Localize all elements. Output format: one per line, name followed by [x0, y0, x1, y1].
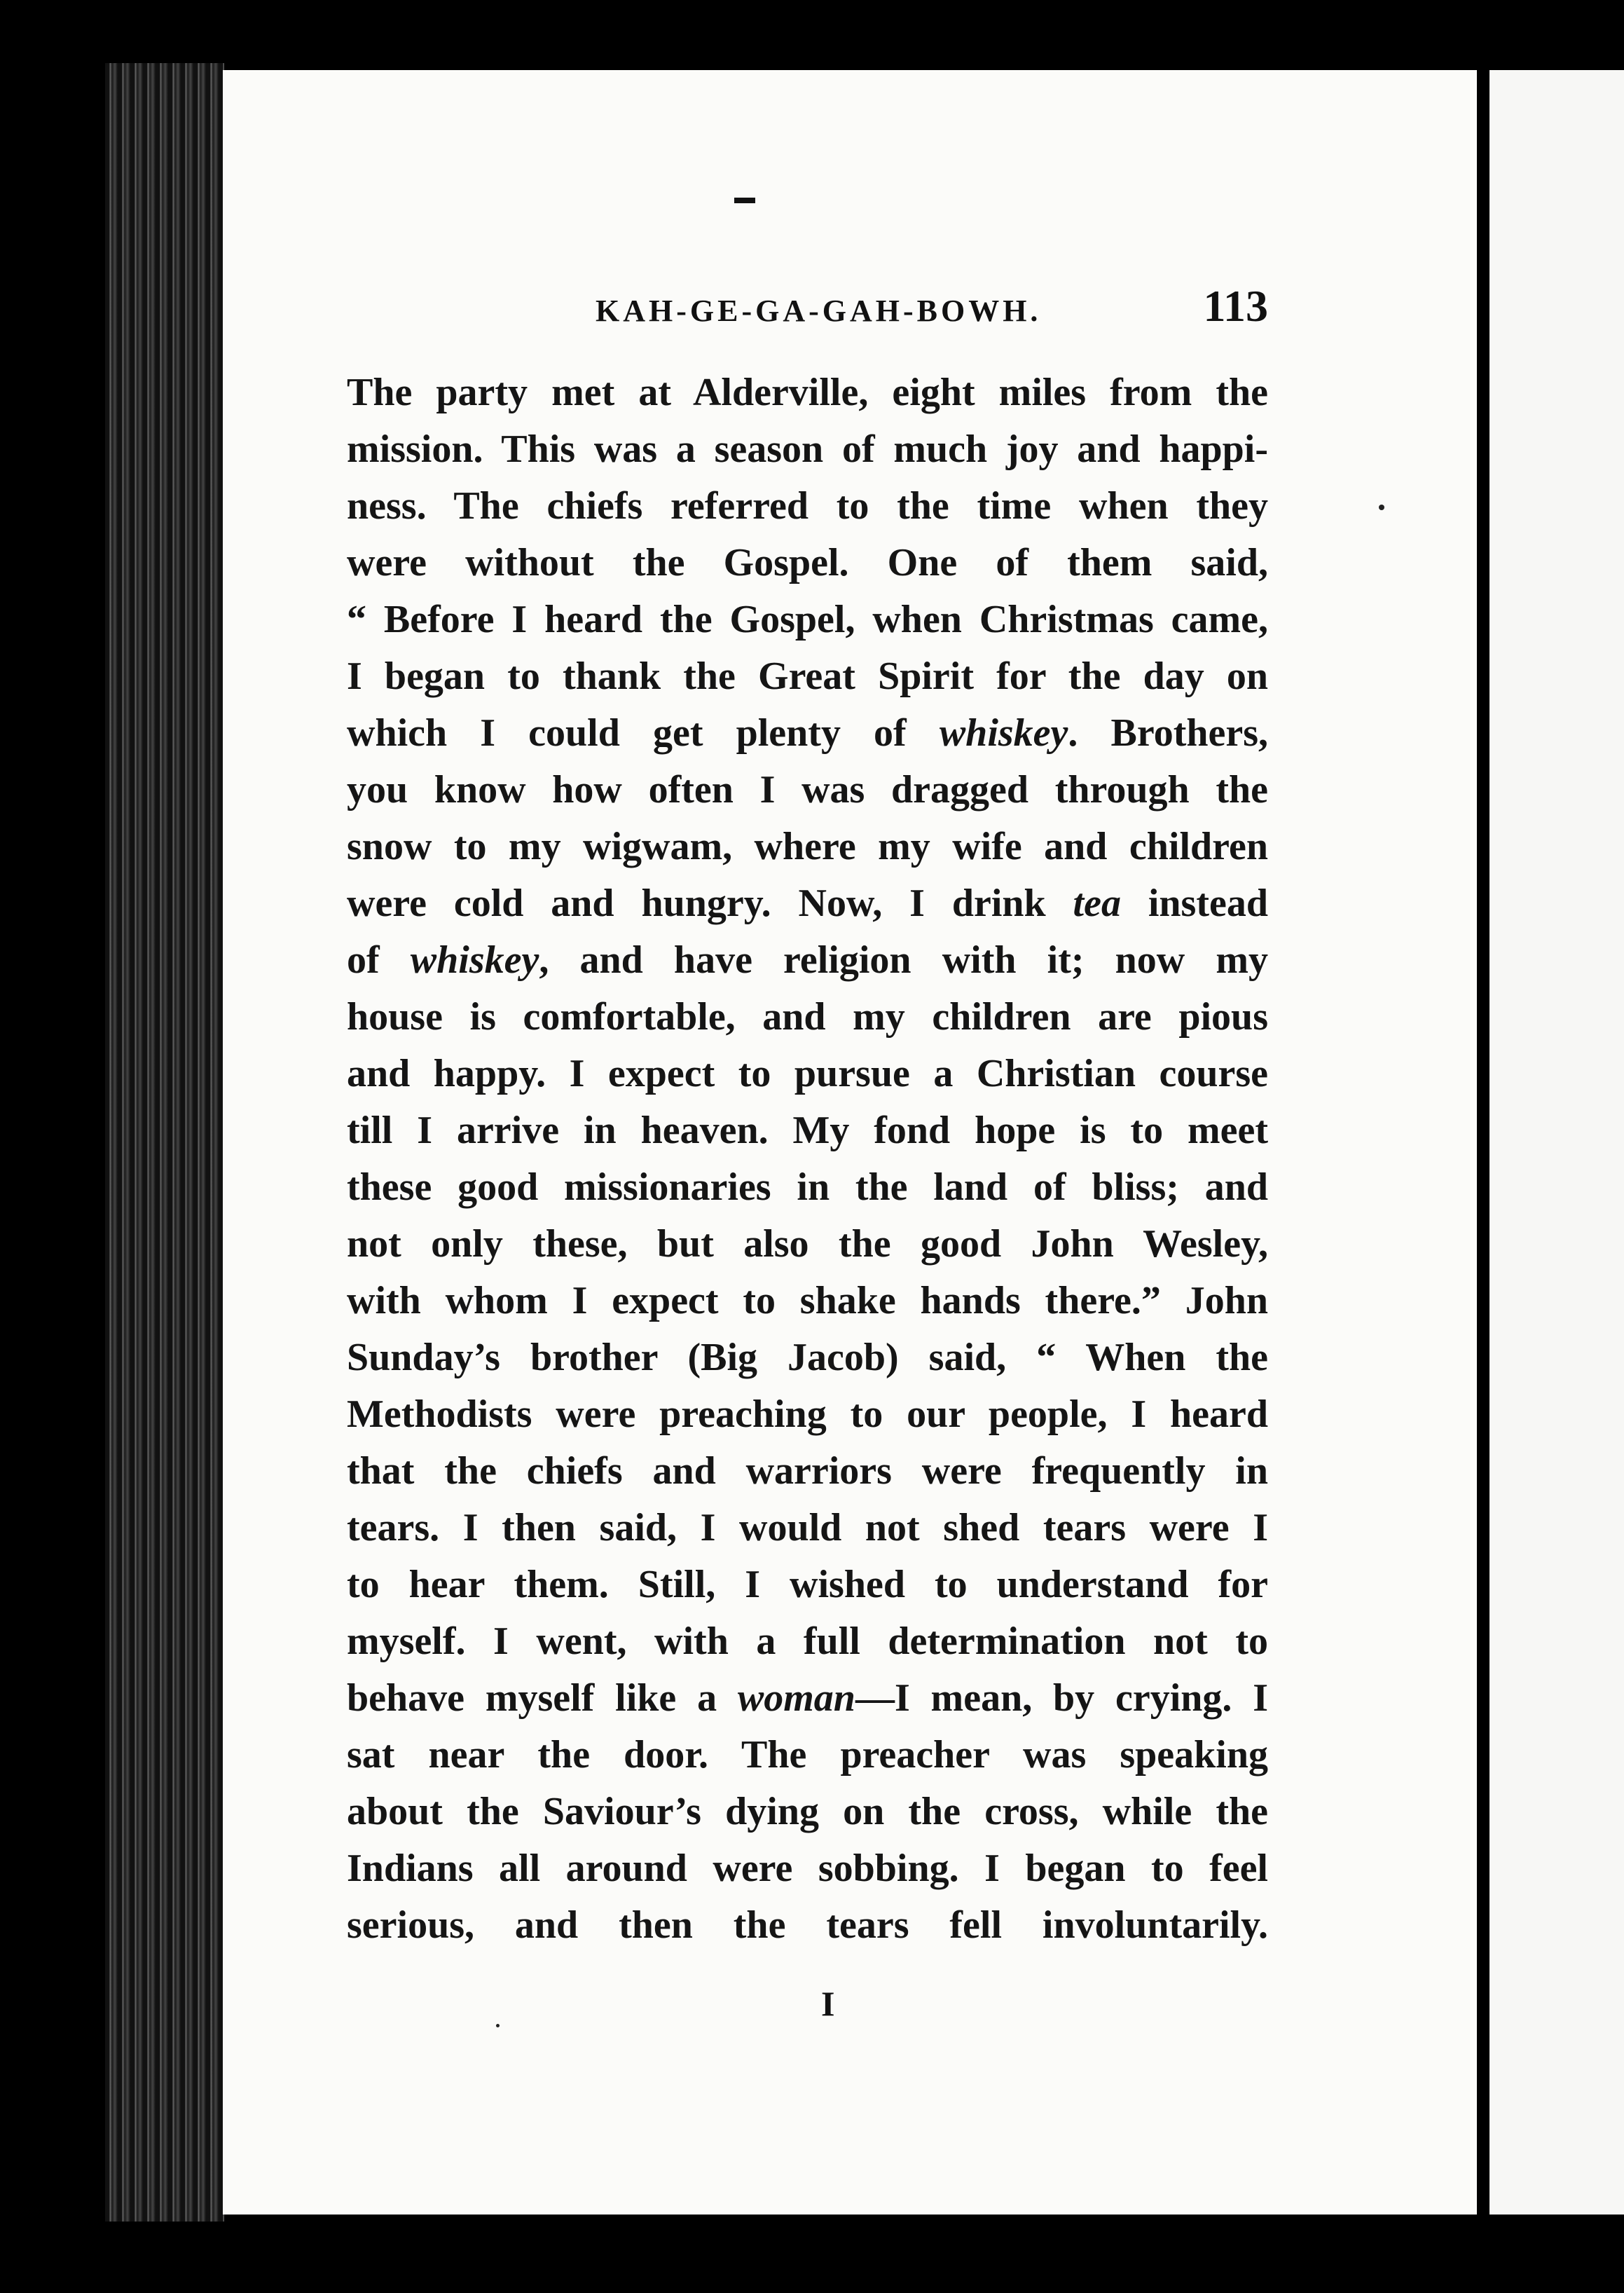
- text-line: and happy. I expect to pursue a Christian course: [347, 1052, 1268, 1095]
- text-run: —I mean, by crying. I: [855, 1676, 1269, 1720]
- text-run: were cold and hungry. Now, I drink: [347, 882, 1073, 925]
- text-line: ness. The chiefs referred to the time when they: [347, 484, 1268, 528]
- text-run: . Brothers,: [1068, 711, 1268, 755]
- facing-page-edge: [1489, 70, 1624, 2215]
- running-header: [350, 280, 1268, 336]
- text-line: tears. I then said, I would not shed tears were I: [347, 1506, 1268, 1549]
- ink-speck: [496, 2024, 500, 2027]
- page-edges-stack: [105, 63, 224, 2222]
- text-line: house is comfortable, and my children are pious: [347, 995, 1268, 1039]
- text-line: that the chiefs and warriors were frequently in: [347, 1449, 1268, 1493]
- text-run: behave myself like a: [347, 1676, 738, 1720]
- text-line: you know how often I was dragged through the: [347, 768, 1268, 812]
- italic-word: woman: [737, 1676, 855, 1720]
- text-run: of: [347, 938, 411, 982]
- page-number: 113: [1203, 281, 1268, 331]
- text-line: about the Saviour’s dying on the cross, while the: [347, 1790, 1268, 1833]
- text-line: [347, 1670, 1268, 1727]
- text-line: [347, 705, 1268, 762]
- text-run: , and have religion with it; now my: [539, 938, 1268, 982]
- text-line: The party met at Alderville, eight miles from the: [347, 371, 1268, 414]
- text-line: serious, and then the tears fell involuntarily.: [347, 1903, 1268, 1947]
- text-line: [347, 875, 1268, 932]
- text-line: Indians all around were sobbing. I began to feel: [347, 1847, 1268, 1890]
- text-line: to hear them. Still, I wished to understand for: [347, 1563, 1268, 1606]
- italic-word: whiskey: [410, 938, 539, 982]
- text-line: till I arrive in heaven. My fond hope is to meet: [347, 1109, 1268, 1152]
- ink-dash-mark: [734, 198, 755, 203]
- book-gutter: [1477, 56, 1489, 2236]
- text-line: Methodists were preaching to our people, I heard: [347, 1392, 1268, 1436]
- text-line: snow to my wigwam, where my wife and children: [347, 825, 1268, 868]
- italic-word: tea: [1073, 882, 1121, 925]
- signature-mark: I: [821, 1984, 835, 2023]
- text-line: sat near the door. The preacher was speaking: [347, 1733, 1268, 1777]
- text-run: which I could get plenty of: [347, 711, 940, 755]
- text-line: these good missionaries in the land of bliss; and: [347, 1165, 1268, 1209]
- text-line: not only these, but also the good John Wesley,: [347, 1222, 1268, 1266]
- text-line: [347, 932, 1268, 989]
- text-line: were without the Gospel. One of them said,: [347, 541, 1268, 584]
- text-run: instead: [1120, 882, 1268, 925]
- running-title: KAH-GE-GA-GAH-BOWH.: [596, 294, 1042, 328]
- italic-word: whiskey: [939, 711, 1068, 755]
- text-line: I began to thank the Great Spirit for the day on: [347, 655, 1268, 698]
- text-line: myself. I went, with a full determination not to: [347, 1620, 1268, 1663]
- text-line: “ Before I heard the Gospel, when Christmas came,: [347, 598, 1268, 641]
- ink-speck: [1379, 505, 1384, 510]
- text-line: with whom I expect to shake hands there.” John: [347, 1279, 1268, 1322]
- text-line: Sunday’s brother (Big Jacob) said, “ When the: [347, 1336, 1268, 1379]
- body-text: [347, 364, 1268, 1954]
- text-line: mission. This was a season of much joy and happi-: [347, 427, 1268, 471]
